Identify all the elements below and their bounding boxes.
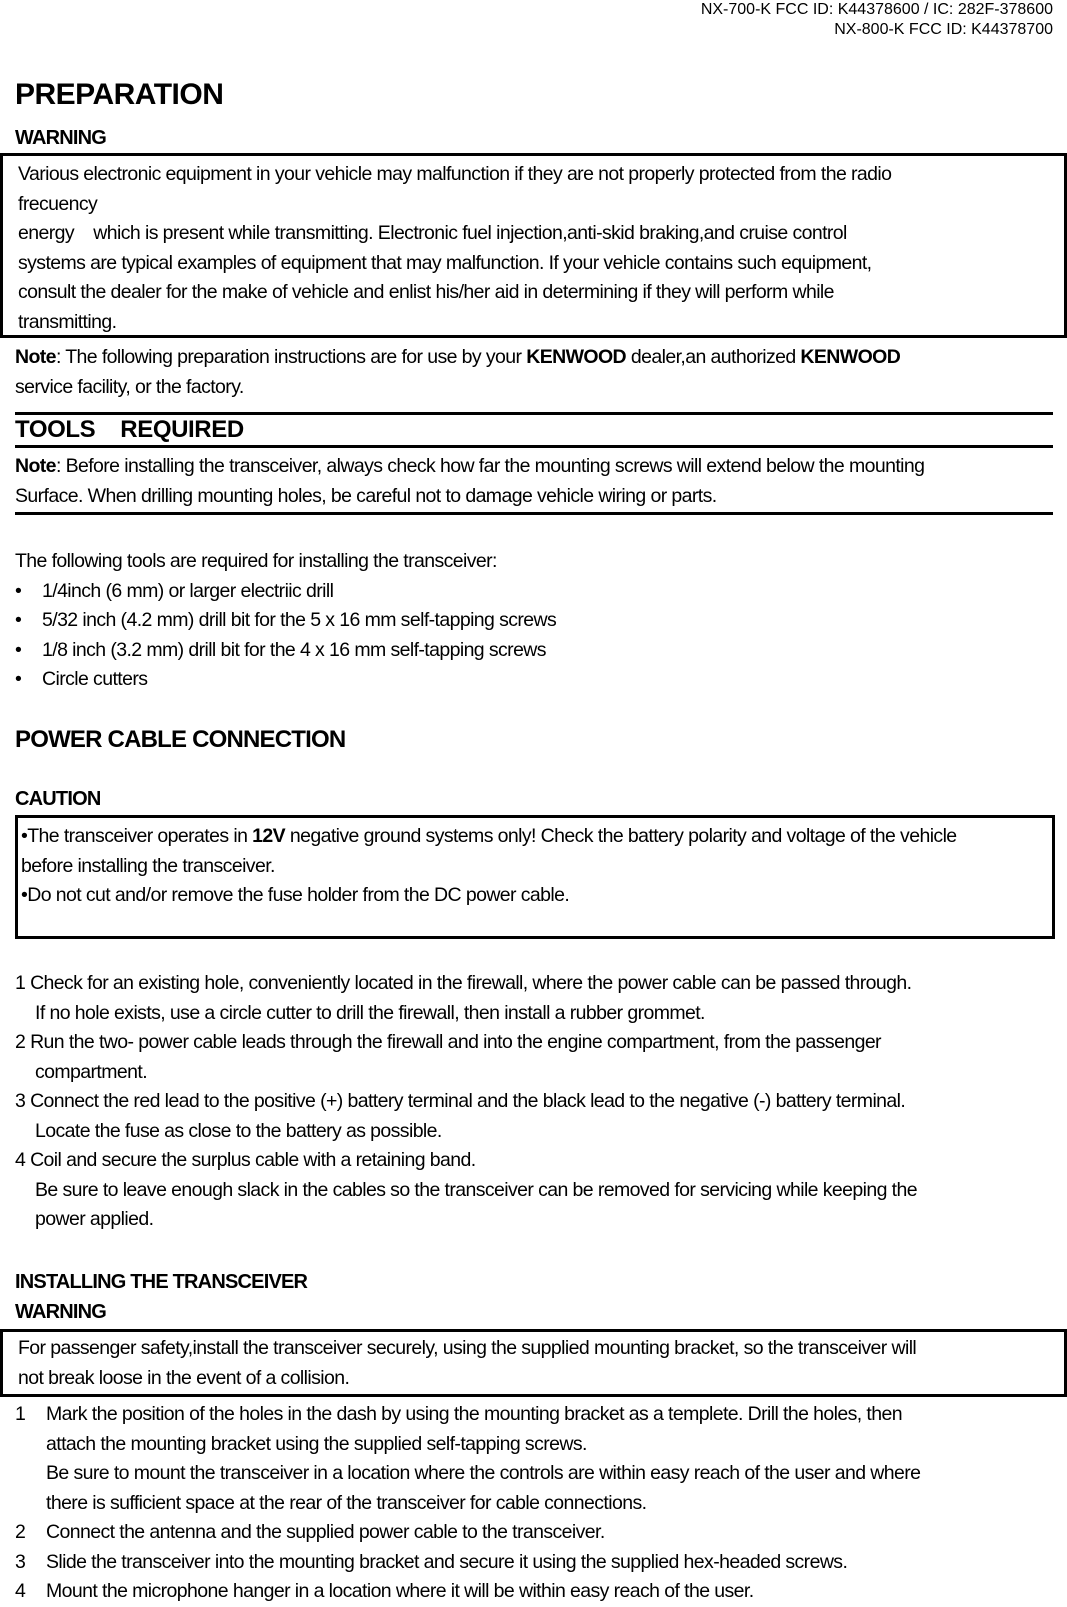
preparation-note xyxy=(15,343,900,402)
step-line: compartment. xyxy=(35,1060,148,1083)
list-item: 4 Mount the microphone hanger in a location where it will be within easy reach of the user. xyxy=(15,1580,754,1602)
power-cable-steps xyxy=(15,969,917,1235)
preparation-title: PREPARATION xyxy=(15,78,224,111)
caution-box: •The transceiver operates in 12V negative ground systems only! Check the battery polarity and voltage of the vehicle before installing the transceiver. •Do not cut and/or remove the fuse holder from the DC power cable. xyxy=(15,815,1055,939)
tools-note-text-2: Surface. When drilling mounting holes, be careful not to damage vehicle wiring or parts. xyxy=(15,484,717,507)
warning-line: transmitting. xyxy=(18,310,117,333)
warning-line: Various electronic equipment in your vehicle may malfunction if they are not properly protected from the radio xyxy=(18,163,892,185)
voltage-value: 12V xyxy=(252,825,286,847)
fcc-id-line-1: NX-700-K FCC ID: K44378600 / IC: 282F-378600 xyxy=(700,1,1053,18)
tools-intro: The following tools are required for installing the transceiver: xyxy=(15,550,497,572)
note-text-1: : The following preparation instructions are for use by your xyxy=(55,346,527,368)
fcc-id-line-2: NX-800-K FCC ID: K44378700 xyxy=(834,21,1053,38)
tools-note-text-1: : Before installing the transceiver, always check how far the mounting screws will extend below the mounting xyxy=(55,455,925,477)
preparation-warning-box xyxy=(0,153,1067,338)
preparation-warning-label: WARNING xyxy=(15,127,107,149)
step-line: 4 Coil and secure the surplus cable with a retaining band. xyxy=(15,1149,476,1171)
list-item: • 1/4inch (6 mm) or larger electriic drill xyxy=(15,579,334,602)
note-label: Note xyxy=(15,346,56,368)
warning-line: frecuency xyxy=(18,192,98,215)
divider xyxy=(15,445,1053,448)
step-line: 2 Run the two- power cable leads through the firewall and into the engine compartment, from the passenger xyxy=(15,1031,881,1053)
installing-title: INSTALLING THE TRANSCEIVER xyxy=(15,1271,308,1293)
list-item: 2 Connect the antenna and the supplied power cable to the transceiver. xyxy=(15,1521,605,1543)
install-warning-label: WARNING xyxy=(15,1301,107,1323)
tools-note xyxy=(15,452,924,511)
divider xyxy=(15,512,1053,515)
step-line: power applied. xyxy=(35,1208,154,1230)
step-line: Be sure to leave enough slack in the cables so the transceiver can be removed for servicing while keeping the xyxy=(35,1178,917,1201)
note-text-2: dealer,an authorized xyxy=(626,346,801,368)
step-line: 1 Check for an existing hole, conveniently located in the firewall, where the power cable can be passed through. xyxy=(15,972,912,994)
warning-line: energy which is present while transmitting. Electronic fuel injection,anti-skid braking,and cruise control xyxy=(18,222,847,244)
step-line: Locate the fuse as close to the battery as possible. xyxy=(35,1119,442,1142)
power-cable-title: POWER CABLE CONNECTION xyxy=(15,726,346,753)
divider xyxy=(15,412,1053,415)
install-warning-box: For passenger safety,install the transceiver securely, using the supplied mounting bracket, so the transceiver will not break loose in the event of a collision. xyxy=(0,1329,1067,1397)
list-item: • 5/32 inch (4.2 mm) drill bit for the 5 x 16 mm self-tapping screws xyxy=(15,609,557,631)
brand-name: KENWOOD xyxy=(800,346,901,368)
step-line: 3 Connect the red lead to the positive (+) battery terminal and the black lead to the negative (-) battery terminal. xyxy=(15,1090,906,1112)
note-text-3: service facility, or the factory. xyxy=(15,375,244,398)
list-item: 1 Mark the position of the holes in the dash by using the mounting bracket as a templete. Drill the holes, then attach the mounting bracket using the supplied self-tapping screws. Be sure to mount the transceiver in a location where the controls are within easy reach of the user and where there is sufficient space at the rear of the transceiver for cable connections. xyxy=(15,1403,921,1514)
step-line: If no hole exists, use a circle cutter to drill the firewall, then install a rubber grommet. xyxy=(35,1001,705,1024)
list-item: • Circle cutters xyxy=(15,668,148,690)
document-header xyxy=(701,0,1053,40)
note-label: Note xyxy=(15,455,56,477)
list-item: • 1/8 inch (3.2 mm) drill bit for the 4 x 16 mm self-tapping screws xyxy=(15,638,546,661)
install-steps xyxy=(15,1400,920,1607)
warning-line: systems are typical examples of equipment that may malfunction. If your vehicle contains such equipment, xyxy=(18,251,872,274)
brand-name: KENWOOD xyxy=(526,346,627,368)
tools-title: TOOLS REQUIRED xyxy=(15,416,244,443)
caution-label: CAUTION xyxy=(15,788,101,810)
tools-list xyxy=(15,547,556,695)
warning-line: consult the dealer for the make of vehicle and enlist his/her aid in determining if they will perform while xyxy=(18,281,834,303)
list-item: 3 Slide the transceiver into the mounting bracket and secure it using the supplied hex-headed screws. xyxy=(15,1550,848,1573)
